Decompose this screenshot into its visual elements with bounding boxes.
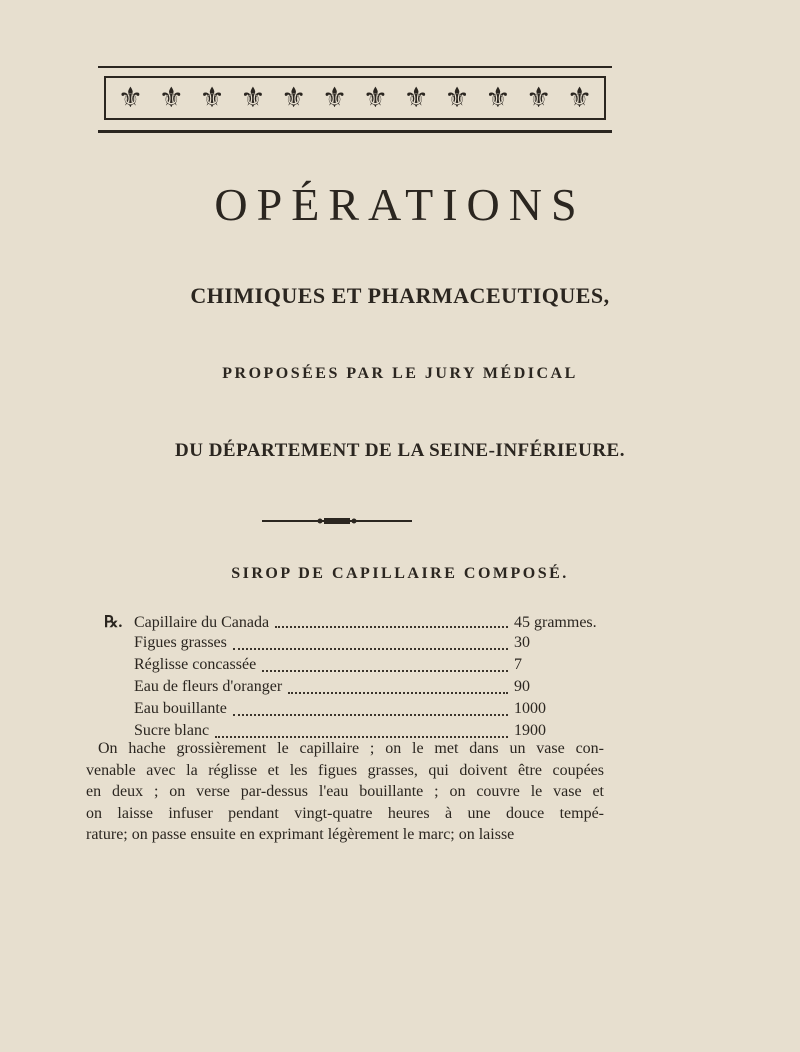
dot-leader bbox=[288, 692, 508, 694]
ingredient-name: Eau de fleurs d'oranger bbox=[134, 678, 283, 695]
instruction-line: on laisse infuser pendant vingt-quatre heures à une douce tempé- bbox=[86, 804, 604, 822]
fleur-de-lis-icon: ⚜ bbox=[240, 81, 266, 114]
dot-leader bbox=[275, 626, 508, 628]
fleur-de-lis-icon: ⚜ bbox=[566, 81, 593, 114]
ingredient-name: Réglisse concassée bbox=[134, 656, 257, 673]
fleur-de-lis-icon: ⚜ bbox=[485, 81, 511, 114]
instruction-line: en deux ; on verse par-dessus l'eau bouillante ; on couvre le vase et bbox=[86, 783, 604, 800]
recipe-row bbox=[104, 634, 604, 656]
recipe-row bbox=[104, 700, 604, 722]
fleur-de-lis-icon: ⚜ bbox=[526, 81, 552, 114]
instructions-paragraph bbox=[86, 738, 604, 846]
fleur-de-lis-icon: ⚜ bbox=[444, 81, 470, 114]
recipe-row bbox=[104, 678, 604, 700]
title-line-departement: DU DÉPARTEMENT DE LA SEINE-INFÉRIEURE. bbox=[175, 440, 625, 461]
ingredient-name: Eau bouillante bbox=[134, 700, 227, 717]
ingredient-quantity: 90 bbox=[514, 678, 530, 695]
dot-leader bbox=[233, 648, 508, 650]
fleur-de-lis-icon: ⚜ bbox=[322, 81, 348, 114]
page-subtitle: CHIMIQUES ET PHARMACEUTIQUES, bbox=[190, 283, 610, 308]
ingredient-quantity: 7 bbox=[514, 656, 522, 673]
fleur-de-lis-icon: ⚜ bbox=[158, 81, 184, 114]
ingredient-quantity: 30 bbox=[514, 634, 530, 651]
title-line-proposees: PROPOSÉES PAR LE JURY MÉDICAL bbox=[222, 365, 578, 382]
page-title: OPÉRATIONS bbox=[214, 179, 586, 230]
ingredient-quantity: 45 grammes. bbox=[514, 614, 597, 631]
recipe-row bbox=[104, 612, 604, 634]
dot-leader bbox=[262, 670, 508, 672]
recipe-symbol: ℞. bbox=[104, 614, 123, 631]
ingredient-name: Sucre blanc bbox=[134, 722, 210, 739]
ornament-row bbox=[104, 76, 606, 120]
recipe-row bbox=[104, 656, 604, 678]
instruction-line: On hache grossièrement le capillaire ; on le met dans un vase con- bbox=[98, 740, 604, 757]
instruction-line: rature; on passe ensuite en exprimant légèrement le marc; on laisse bbox=[86, 826, 515, 843]
fleur-de-lis-header-band bbox=[98, 66, 612, 133]
fleur-de-lis-icon: ⚜ bbox=[281, 81, 307, 114]
ornamental-divider bbox=[262, 517, 412, 525]
instruction-line: venable avec la réglisse et les figues grasses, qui doivent être coupées bbox=[86, 761, 604, 779]
ingredient-quantity: 1000 bbox=[514, 700, 546, 717]
fleur-de-lis-icon: ⚜ bbox=[117, 81, 143, 114]
ingredient-name: Capillaire du Canada bbox=[134, 614, 270, 631]
recipe-ingredient-list bbox=[104, 612, 604, 744]
ingredient-quantity: 1900 bbox=[514, 722, 546, 739]
section-heading: SIROP DE CAPILLAIRE COMPOSÉ. bbox=[231, 565, 569, 582]
fleur-de-lis-icon: ⚜ bbox=[362, 81, 388, 114]
dot-leader bbox=[233, 714, 508, 716]
fleur-de-lis-icon: ⚜ bbox=[199, 81, 225, 114]
fleur-de-lis-icon: ⚜ bbox=[403, 81, 429, 114]
ingredient-name: Figues grasses bbox=[134, 634, 227, 651]
